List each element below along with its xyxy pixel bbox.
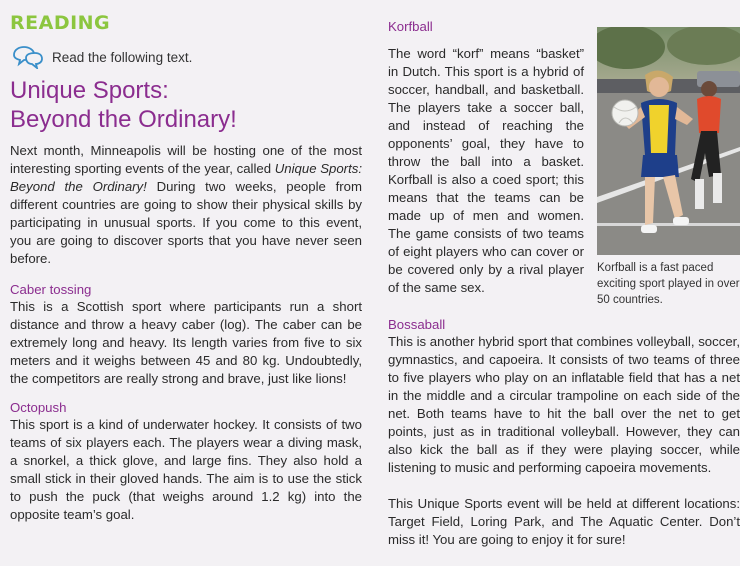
right-column: [388, 12, 740, 549]
caber-heading: Caber tossing: [10, 282, 92, 297]
left-column: [10, 12, 362, 524]
korfball-heading: Korfball: [388, 19, 433, 34]
korfball-body: The word “korf” means “basket” in Dutch. This sport is a hybrid of soccer, handball, and basketball. The players take a soccer ball, and instead of reaching the opponents’ goal, they have to throw the ball into a basket. Korfball is also a coed sport; this means that the teams can be made up of men and women. The game consists of two teams of eight players who can cover or be covered only by a rival player of the same sex.: [388, 46, 584, 295]
intro-post: During two weeks, people from different countries are going to show their physical skills by participating in unusual sports. If you come to this event, you are going to discover sports that you have never seen before.: [10, 179, 362, 266]
korfball-photo: [597, 27, 740, 255]
intro-paragraph: [10, 142, 362, 268]
instruction-text: Read the following text.: [52, 49, 193, 65]
korfball-section: [388, 19, 740, 306]
bossaball-body: This is another hybrid sport that combines volleyball, soccer, gymnastics, and capoeira. It consists of two teams of three to five players who play on an inflatable field that has a net in the middle and a circular trampoline on each side of the net. Both teams have to hit the ball over the net to get points, just as in traditional volleyball. However, they can also kick the ball as if they were playing soccer, while listening to music and performing capoeira movements.: [388, 334, 740, 475]
section-label: READING: [10, 12, 111, 34]
intro-italic: Unique Sports: Beyond the Ordinary!: [10, 161, 362, 194]
title-line-2: Beyond the Ordinary!: [10, 106, 237, 133]
instruction-row: [10, 44, 362, 70]
octopush-body: This sport is a kind of underwater hockey. It consists of two teams of six players each. The players wear a diving mask, a snorkel, a thick glove, and large fins. They also hold a small stick in their gloved hands. The aim is to use the stick to push the puck (that weighs around 1.2 kg) into the opposite team’s goal.: [10, 417, 362, 522]
korfball-photo-image: [597, 27, 740, 255]
intro-pre: Next month, Minneapolis will be hosting one of the most interesting sporting events of the year, called: [10, 143, 362, 176]
bossaball-heading: Bossaball: [388, 317, 446, 332]
title-line-1: Unique Sports:: [10, 77, 169, 104]
article-title: [10, 76, 362, 134]
closing-paragraph: This Unique Sports event will be held at different locations: Target Field, Loring Park, and The Aquatic Center. Don’t miss it! You are going to enjoy it for sure!: [388, 496, 740, 547]
speech-bubbles-icon: [10, 45, 44, 69]
photo-caption: Korfball is a fast paced exciting sport played in over 50 countries.: [597, 262, 740, 306]
octopush-heading: Octopush: [10, 400, 67, 415]
caber-body: This is a Scottish sport where participants run a short distance and throw a heavy caber (log). The caber can be extremely long and heavy. Its length varies from five to six meters and it weighs between 45 and 80 kg. Undoubtedly, the competitors are really strong and brave, just like lions!: [10, 299, 362, 386]
